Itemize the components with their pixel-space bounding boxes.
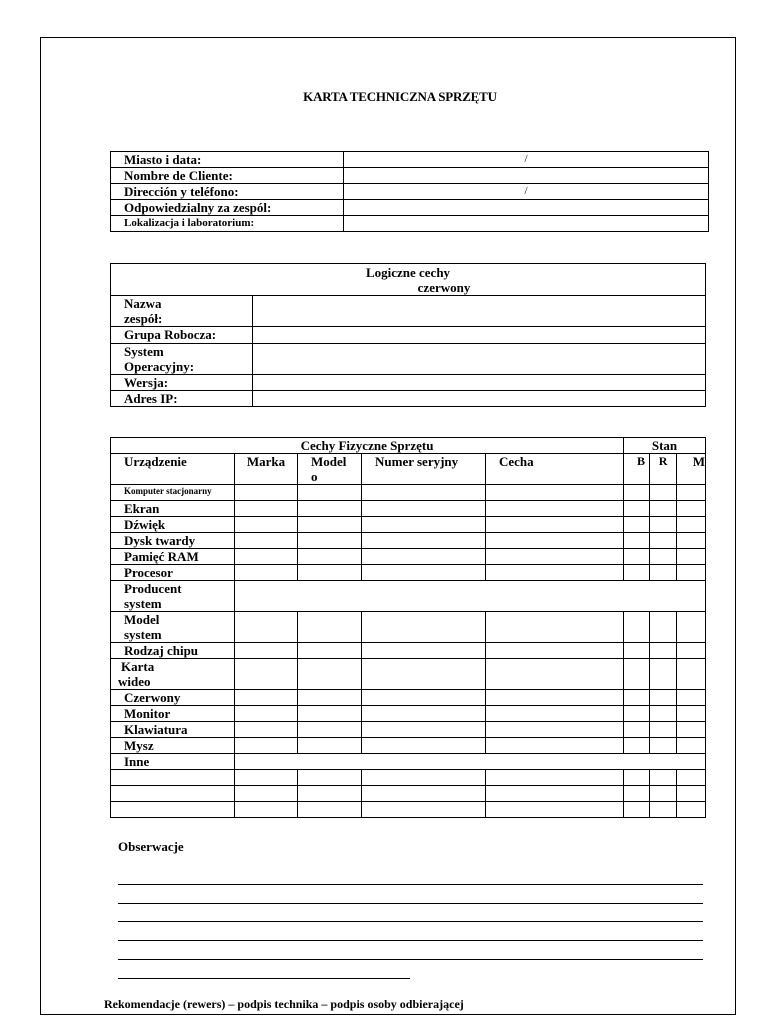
table-row <box>111 690 706 706</box>
cell[interactable] <box>624 533 650 549</box>
condition-header: Stan <box>624 438 706 454</box>
cell[interactable] <box>486 802 624 818</box>
cell[interactable] <box>650 659 677 690</box>
cell[interactable] <box>677 565 706 581</box>
table-row <box>111 184 709 200</box>
col-m: M <box>677 454 706 485</box>
table-row <box>111 485 706 501</box>
col-serial: Numer seryjny <box>362 454 486 485</box>
cell[interactable] <box>362 612 486 643</box>
os-label <box>111 344 253 375</box>
table-row <box>111 375 706 391</box>
workgroup-field[interactable] <box>253 327 706 344</box>
address-phone-field[interactable]: / <box>344 184 709 200</box>
table-row <box>111 216 709 232</box>
cell[interactable] <box>298 738 362 754</box>
cell[interactable] <box>650 786 677 802</box>
cell[interactable] <box>624 501 650 517</box>
cell[interactable] <box>298 565 362 581</box>
logical-header-line1: Logiczne cechy <box>365 265 451 280</box>
cell[interactable] <box>298 485 362 501</box>
cell[interactable] <box>486 565 624 581</box>
cell[interactable] <box>298 501 362 517</box>
col-b: B <box>624 454 650 485</box>
cell[interactable] <box>624 722 650 738</box>
device-producer-l1: Producent <box>124 581 182 596</box>
producer-field[interactable] <box>235 581 706 612</box>
table-row <box>111 264 706 296</box>
device-sound: Dźwięk <box>111 517 235 533</box>
cell[interactable] <box>362 517 486 533</box>
device-monitor: Monitor <box>111 706 235 722</box>
cell[interactable] <box>677 706 706 722</box>
table-row <box>111 533 706 549</box>
table-row <box>111 454 706 485</box>
cell[interactable] <box>624 690 650 706</box>
cell[interactable] <box>235 549 298 565</box>
cell[interactable] <box>677 690 706 706</box>
responsible-label: Odpowiedzialny za zespól: <box>111 200 344 216</box>
device-keyboard: Klawiatura <box>111 722 235 738</box>
client-name-label: Nombre de Cliente: <box>111 168 344 184</box>
table-row <box>111 659 706 690</box>
cell[interactable] <box>235 565 298 581</box>
cell[interactable] <box>624 549 650 565</box>
cell[interactable] <box>362 549 486 565</box>
observation-line[interactable] <box>118 978 410 979</box>
cell[interactable] <box>677 533 706 549</box>
other-field[interactable] <box>235 754 706 770</box>
device-video <box>111 659 235 690</box>
table-row <box>111 612 706 643</box>
cell[interactable] <box>677 786 706 802</box>
client-name-field[interactable] <box>344 168 709 184</box>
device-model-l1: Model <box>124 612 160 627</box>
table-row <box>111 549 706 565</box>
table-row <box>111 802 706 818</box>
device-mouse: Mysz <box>111 738 235 754</box>
team-name-label <box>111 296 253 327</box>
device-video-l2: wideo <box>118 674 151 689</box>
cell[interactable] <box>677 738 706 754</box>
table-row <box>111 296 706 327</box>
device-hdd: Dysk twardy <box>111 533 235 549</box>
table-row <box>111 391 706 407</box>
cell[interactable] <box>677 770 706 786</box>
signature-footer: Rekomendacje (rewers) – podpis technika – podpis osoby odbierającej <box>104 997 464 1011</box>
physical-features-header: Cechy Fizyczne Sprzętu <box>111 438 624 454</box>
col-r: R <box>650 454 677 485</box>
cell[interactable] <box>650 722 677 738</box>
cell[interactable] <box>677 517 706 533</box>
cell[interactable] <box>111 786 235 802</box>
cell[interactable] <box>486 643 624 659</box>
device-chip: Rodzaj chipu <box>111 643 235 659</box>
cell[interactable] <box>624 565 650 581</box>
cell[interactable] <box>235 770 298 786</box>
cell[interactable] <box>111 802 235 818</box>
address-phone-label: Dirección y teléfono: <box>111 184 344 200</box>
cell[interactable] <box>298 786 362 802</box>
os-field[interactable] <box>253 344 706 375</box>
cell[interactable] <box>650 643 677 659</box>
cell[interactable] <box>624 659 650 690</box>
device-red: Czerwony <box>111 690 235 706</box>
cell[interactable] <box>486 517 624 533</box>
observation-line[interactable] <box>118 903 703 904</box>
cell[interactable] <box>486 690 624 706</box>
cell[interactable] <box>486 706 624 722</box>
table-row <box>111 786 706 802</box>
cell[interactable] <box>235 533 298 549</box>
cell[interactable] <box>677 659 706 690</box>
cell[interactable] <box>235 485 298 501</box>
col-feature: Cecha <box>486 454 624 485</box>
table-row <box>111 706 706 722</box>
cell[interactable] <box>486 722 624 738</box>
cell[interactable] <box>486 738 624 754</box>
cell[interactable] <box>235 612 298 643</box>
cell[interactable] <box>362 643 486 659</box>
cell[interactable] <box>298 706 362 722</box>
device-model <box>111 612 235 643</box>
cell[interactable] <box>235 738 298 754</box>
cell[interactable] <box>362 485 486 501</box>
observations-title: Obserwacje <box>118 839 184 854</box>
cell[interactable] <box>624 770 650 786</box>
cell[interactable] <box>486 549 624 565</box>
cell[interactable] <box>235 690 298 706</box>
ip-address-field[interactable] <box>253 391 706 407</box>
table-row <box>111 722 706 738</box>
cell[interactable] <box>235 501 298 517</box>
physical-features-table <box>110 437 706 818</box>
cell[interactable] <box>650 706 677 722</box>
table-row <box>111 754 706 770</box>
device-cpu: Procesor <box>111 565 235 581</box>
cell[interactable] <box>650 533 677 549</box>
os-label-l1: System <box>124 344 164 359</box>
cell[interactable] <box>624 786 650 802</box>
cell[interactable] <box>486 770 624 786</box>
cell[interactable] <box>677 802 706 818</box>
version-field[interactable] <box>253 375 706 391</box>
cell[interactable] <box>298 722 362 738</box>
device-producer <box>111 581 235 612</box>
device-other: Inne <box>111 754 235 770</box>
table-row <box>111 168 709 184</box>
cell[interactable] <box>298 517 362 533</box>
cell[interactable] <box>362 690 486 706</box>
cell[interactable] <box>235 659 298 690</box>
cell[interactable] <box>677 643 706 659</box>
cell[interactable] <box>650 612 677 643</box>
cell[interactable] <box>677 485 706 501</box>
device-pc: Komputer stacjonarny <box>111 485 235 501</box>
cell[interactable] <box>235 643 298 659</box>
observation-line[interactable] <box>118 940 703 941</box>
cell[interactable] <box>362 738 486 754</box>
cell[interactable] <box>650 485 677 501</box>
page-title: KARTA TECHNICZNA SPRZĘTU <box>303 89 497 104</box>
table-row <box>111 581 706 612</box>
cell[interactable] <box>677 501 706 517</box>
col-model-l2: o <box>311 469 318 484</box>
cell[interactable] <box>486 659 624 690</box>
cell[interactable] <box>362 770 486 786</box>
cell[interactable] <box>362 565 486 581</box>
cell[interactable] <box>362 659 486 690</box>
cell[interactable] <box>624 485 650 501</box>
team-name-label-l1: Nazwa <box>124 296 162 311</box>
cell[interactable] <box>298 802 362 818</box>
observation-line[interactable] <box>118 884 703 885</box>
table-row <box>111 438 706 454</box>
cell[interactable] <box>298 533 362 549</box>
table-row <box>111 152 709 168</box>
cell[interactable] <box>650 501 677 517</box>
col-model <box>298 454 362 485</box>
cell[interactable] <box>650 565 677 581</box>
observation-line[interactable] <box>118 959 703 960</box>
cell[interactable] <box>624 643 650 659</box>
cell[interactable] <box>362 786 486 802</box>
cell[interactable] <box>650 549 677 565</box>
table-row <box>111 517 706 533</box>
cell[interactable] <box>362 533 486 549</box>
cell[interactable] <box>650 802 677 818</box>
table-row <box>111 738 706 754</box>
col-device: Urządzenie <box>111 454 235 485</box>
col-brand: Marka <box>235 454 298 485</box>
table-row <box>111 770 706 786</box>
cell[interactable] <box>624 612 650 643</box>
cell[interactable] <box>486 533 624 549</box>
cell[interactable] <box>298 612 362 643</box>
table-row <box>111 565 706 581</box>
col-model-l1: Model <box>311 454 347 469</box>
cell[interactable] <box>235 517 298 533</box>
cell[interactable] <box>650 770 677 786</box>
city-date-label: Miasto i data: <box>111 152 344 168</box>
cell[interactable] <box>650 690 677 706</box>
table-row <box>111 200 709 216</box>
cell[interactable] <box>486 612 624 643</box>
logical-features-header <box>111 264 706 296</box>
table-row <box>111 344 706 375</box>
cell[interactable] <box>111 770 235 786</box>
logical-header-line2: czerwony <box>417 280 471 295</box>
responsible-field[interactable] <box>344 200 709 216</box>
general-info-table <box>110 151 709 232</box>
logical-features-table <box>110 263 706 407</box>
cell[interactable] <box>486 501 624 517</box>
workgroup-label: Grupa Robocza: <box>111 327 253 344</box>
cell[interactable] <box>677 612 706 643</box>
location-lab-label: Lokalizacja i laboratorium: <box>111 216 344 232</box>
cell[interactable] <box>235 706 298 722</box>
cell[interactable] <box>362 501 486 517</box>
cell[interactable] <box>235 786 298 802</box>
cell[interactable] <box>624 738 650 754</box>
cell[interactable] <box>235 722 298 738</box>
observation-line[interactable] <box>118 921 703 922</box>
device-ram: Pamięć RAM <box>111 549 235 565</box>
device-model-l2: system <box>124 627 162 642</box>
cell[interactable] <box>298 770 362 786</box>
cell[interactable] <box>298 659 362 690</box>
cell[interactable] <box>650 738 677 754</box>
device-producer-l2: system <box>124 596 162 611</box>
cell[interactable] <box>624 802 650 818</box>
cell[interactable] <box>486 485 624 501</box>
location-lab-field[interactable] <box>344 216 709 232</box>
ip-address-label: Adres IP: <box>111 391 253 407</box>
cell[interactable] <box>677 549 706 565</box>
cell[interactable] <box>362 706 486 722</box>
version-label: Wersja: <box>111 375 253 391</box>
device-screen: Ekran <box>111 501 235 517</box>
device-video-l1: Karta <box>121 659 155 674</box>
cell[interactable] <box>486 786 624 802</box>
cell[interactable] <box>677 722 706 738</box>
cell[interactable] <box>624 706 650 722</box>
cell[interactable] <box>298 643 362 659</box>
team-name-label-l2: zespół: <box>124 311 163 326</box>
cell[interactable] <box>235 802 298 818</box>
cell[interactable] <box>362 802 486 818</box>
cell[interactable] <box>362 722 486 738</box>
cell[interactable] <box>650 517 677 533</box>
team-name-field[interactable] <box>253 296 706 327</box>
cell[interactable] <box>298 690 362 706</box>
cell[interactable] <box>624 517 650 533</box>
cell[interactable] <box>298 549 362 565</box>
city-date-field[interactable]: / <box>344 152 709 168</box>
table-row <box>111 501 706 517</box>
table-row <box>111 643 706 659</box>
table-row <box>111 327 706 344</box>
os-label-l2: Operacyjny: <box>124 359 195 374</box>
